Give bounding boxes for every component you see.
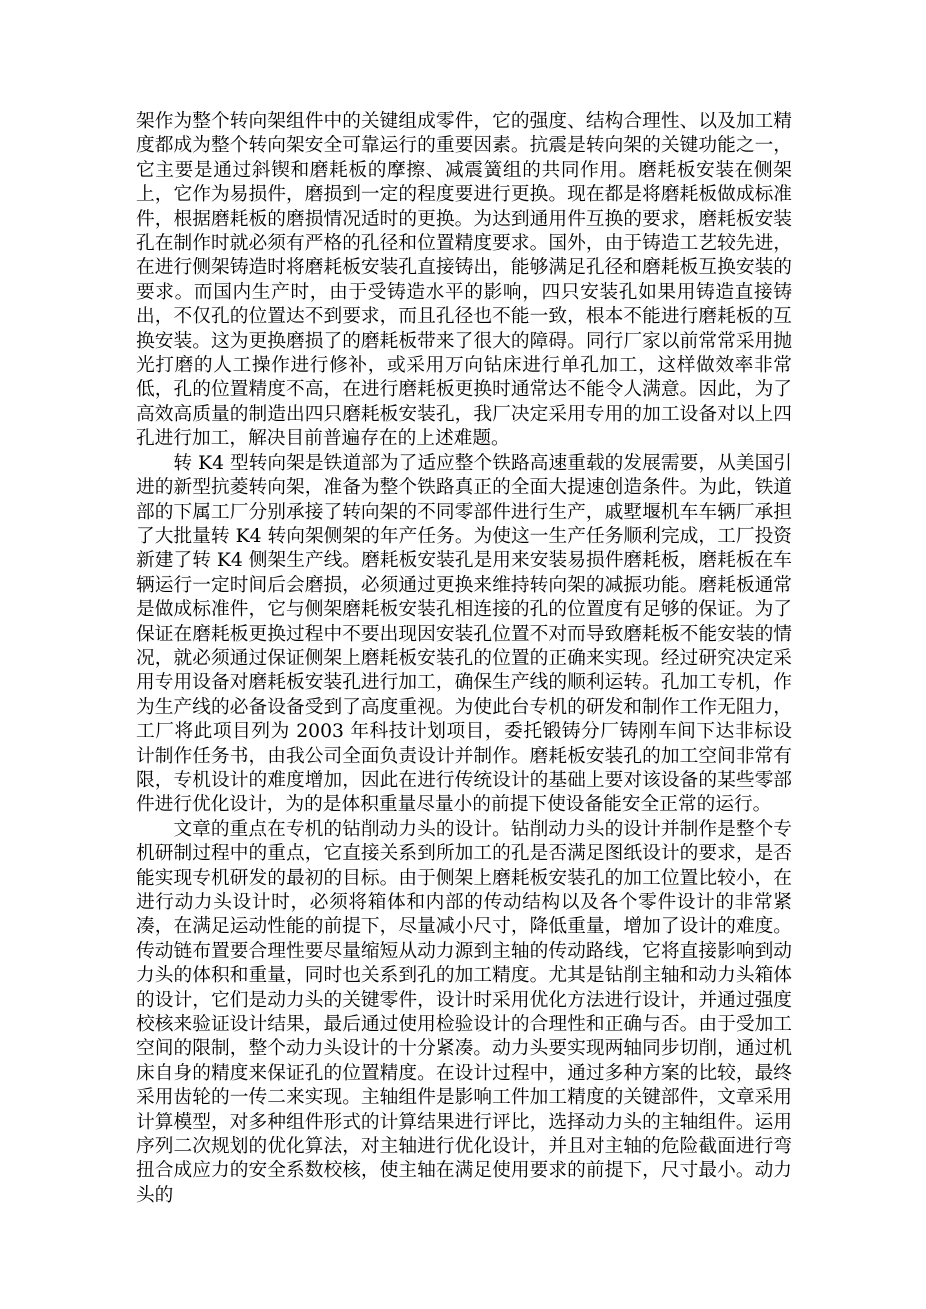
paragraph-3: 文章的重点在专机的钻削动力头的设计。钻削动力头的设计并制作是整个专机研制过程中的重点，它直接关系到所加工的孔是否满足图纸设计的要求，是否能实现专机研发的最初的目标。由于侧架上磨耗板安装孔的加工位置比较小，在进行动力头设计时，必须将箱体和内部的传动结构以及各个零件设计的非常紧凑，在满足运动性能的前提下，尽量减小尺寸，降低重量，增加了设计的难度。传动链布置要合理性要尽量缩短从动力源到主轴的传动路线，它将直接影响到动力头的体积和重量，同时也关系到孔的加工精度。尤其是钻削主轴和动力头箱体的设计，它们是动力头的关键零件，设计时采用优化方法进行设计，并通过强度校核来验证设计结果，最后通过使用检验设计的合理性和正确与否。由于受加工空间的限制，整个动力头设计的十分紧凑。动力头要实现两轴同步切削，通过机床自身的精度来保证孔的位置精度。在设计过程中，通过多种方案的比较，最终采用齿轮的一传二来实现。主轴组件是影响工件加工精度的关键部件，文章采用计算模型，对多种组件形式的计算结果进行评比，选择动力头的主轴组件。运用序列二次规划的优化算法，对主轴进行优化设计，并且对主轴的危险截面进行弯扭合成应力的安全系数校核，使主轴在满足使用要求的前提下，尺寸最小。动力头的 xyxy=(136,818,792,1206)
document-text-block xyxy=(136,110,792,1208)
paragraph-1: 架作为整个转向架组件中的关键组成零件，它的强度、结构合理性、以及加工精度都成为整个转向架安全可靠运行的重要因素。抗震是转向架的关键功能之一，它主要是通过斜锲和磨耗板的摩擦、减震簧组的共同作用。磨耗板安装在侧架上，它作为易损件，磨损到一定的程度要进行更换。现在都是将磨耗板做成标准件，根据磨耗板的磨损情况适时的更换。为达到通用件互换的要求，磨耗板安装孔在制作时就必须有严格的孔径和位置精度要求。国外，由于铸造工艺较先进，在进行侧架铸造时将磨耗板安装孔直接铸出，能够满足孔径和磨耗板互换安装的要求。而国内生产时，由于受铸造水平的影响，四只安装孔如果用铸造直接铸出，不仅孔的位置达不到要求，而且孔径也不能一致，根本不能进行磨耗板的互换安装。这为更换磨损了的磨耗板带来了很大的障碍。同行厂家以前常常采用抛光打磨的人工操作进行修补，或采用万向钻床进行单孔加工，这样做效率非常低，孔的位置精度不高，在进行磨耗板更换时通常达不能令人满意。因此，为了高效高质量的制造出四只磨耗板安装孔，我厂决定采用专用的加工设备对以上四孔进行加工，解决目前普遍存在的上述难题。 xyxy=(136,111,792,450)
paragraph-2: 转 K4 型转向架是铁道部为了适应整个铁路高速重载的发展需要，从美国引进的新型抗菱转向架，准备为整个铁路真正的全面大提速创造条件。为此，铁道部的下属工厂分别承接了转向架的不同零部件进行生产，戚墅堰机车车辆厂承担了大批量转 K4 转向架侧架的年产任务。为使这一生产任务顺利完成，工厂投资新建了转 K4 侧架生产线。磨耗板安装孔是用来安装易损件磨耗板，磨耗板在车辆运行一定时间后会磨损，必须通过更换来维持转向架的减振功能。磨耗板通常是做成标准件，它与侧架磨耗板安装孔相连接的孔的位置度有足够的保证。为了保证在磨耗板更换过程中不要出现因安装孔位置不对而导致磨耗板不能安装的情况，就必须通过保证侧架上磨耗板安装孔的位置的正确来实现。经过研究决定采用专用设备对磨耗板安装孔进行加工，确保生产线的顺利运转。孔加工专机，作为生产线的必备设备受到了高度重视。为使此台专机的研发和制作工作无阻力，工厂将此项目列为 2003 年科技计划项目，委托锻铸分厂铸刚车间下达非标设计制作任务书，由我公司全面负责设计并制作。磨耗板安装孔的加工空间非常有限，专机设计的难度增加，因此在进行传统设计的基础上要对该设备的某些零部件进行优化设计，为的是体积重量尽量小的前提下使设备能安全正常的运行。 xyxy=(136,452,792,816)
